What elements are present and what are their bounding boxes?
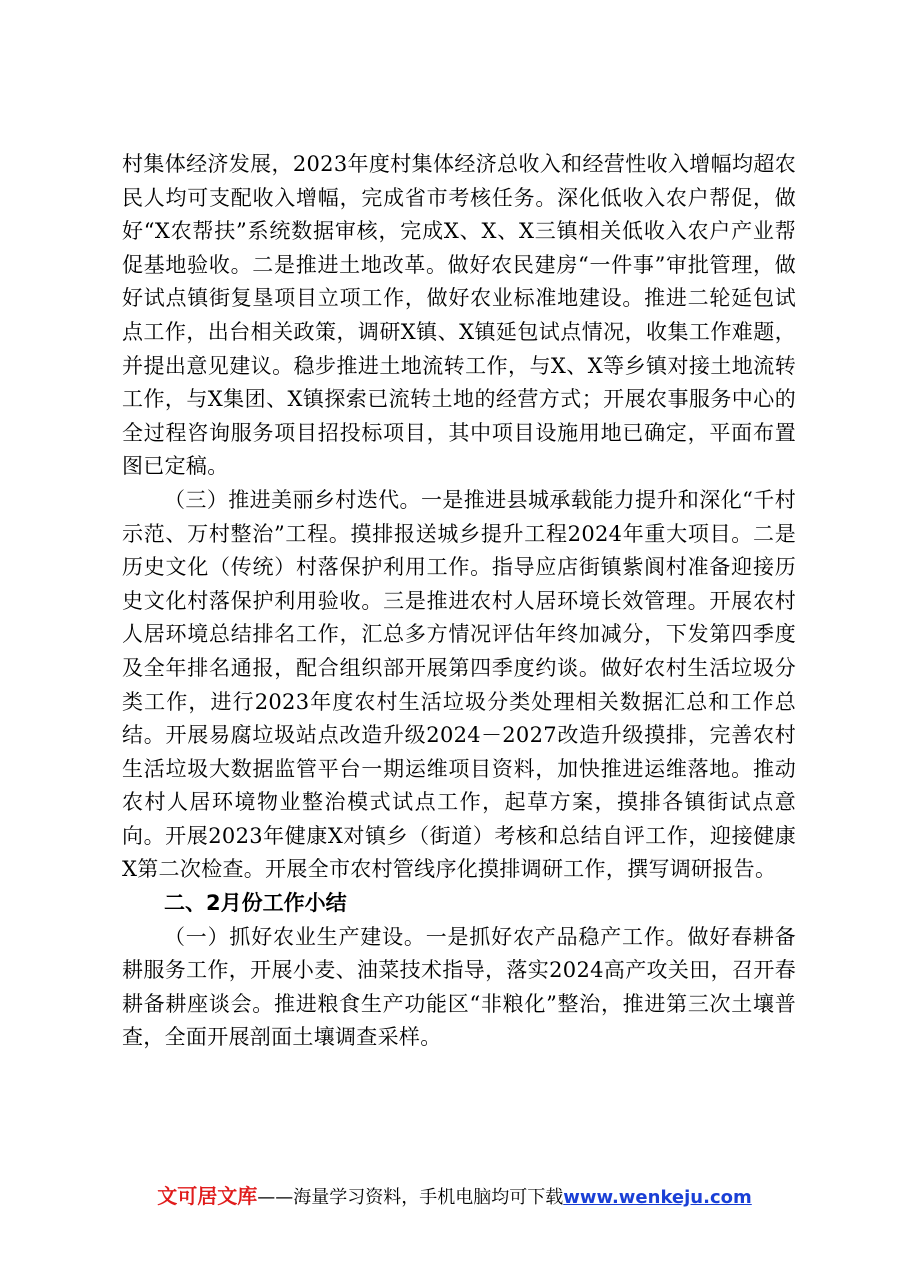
body-paragraph: 村集体经济发展，2023年度村集体经济总收入和经营性收入增幅均超农民人均可支配收入增幅，完成省市考核任务。深化低收入农户帮促，做好“X农帮扶”系统数据审核，完成X、X、X三镇相关低收入农户产业帮促基地验收。二是推进土地改革。做好农民建房“一件事”审批管理，做好试点镇街复垦项目立项工作，做好农业标准地建设。推进二轮延包试点工作，出台相关政策，调研X镇、X镇延包试点情况，收集工作难题，并提出意见建议。稳步推进土地流转工作，与X、X等乡镇对接土地流转工作，与X集团、X镇探索已流转土地的经营方式；开展农事服务中心的全过程咨询服务项目招投标项目，其中项目设施用地已确定，平面布置图已定稿。 bbox=[122, 152, 796, 479]
footer-banner bbox=[0, 1183, 909, 1211]
body-paragraph: （一）抓好农业生产建设。一是抓好农产品稳产工作。做好春耕备耕服务工作，开展小麦、油菜技术指导，落实2024高产攻关田，召开春耕备耕座谈会。推进粮食生产功能区“非粮化”整治，推进第三次土壤普查，全面开展剖面土壤调查采样。 bbox=[122, 924, 796, 1050]
document-body bbox=[122, 148, 796, 1055]
section-heading: 二、2月份工作小结 bbox=[164, 891, 347, 916]
body-paragraph: （三）推进美丽乡村迭代。一是推进县城承载能力提升和深化“千村示范、万村整治”工程。摸排报送城乡提升工程2024年重大项目。二是历史文化（传统）村落保护利用工作。指导应店街镇紫阆村准备迎接历史文化村落保护利用验收。三是推进农村人居环境长效管理。开展农村人居环境总结排名工作，汇总多方情况评估年终加减分，下发第四季度及全年排名通报，配合组织部开展第四季度约谈。做好农村生活垃圾分类工作，进行2023年度农村生活垃圾分类处理相关数据汇总和工作总结。开展易腐垃圾站点改造升级2024－2027改造升级摸排，完善农村生活垃圾大数据监管平台一期运维项目资料，加快推进运维落地。推动农村人居环境物业整治模式试点工作，起草方案，摸排各镇街试点意向。开展2023年健康X对镇乡（街道）考核和总结自评工作，迎接健康X第二次检查。开展全市农村管线序化摸排调研工作，撰写调研报告。 bbox=[122, 487, 796, 882]
footer-slogan: ——海量学习资料，手机电脑均可下载 bbox=[257, 1187, 564, 1208]
footer-site-link[interactable]: www.wenkeju.com bbox=[563, 1187, 752, 1208]
footer-brand: 文可居文库 bbox=[157, 1184, 258, 1208]
